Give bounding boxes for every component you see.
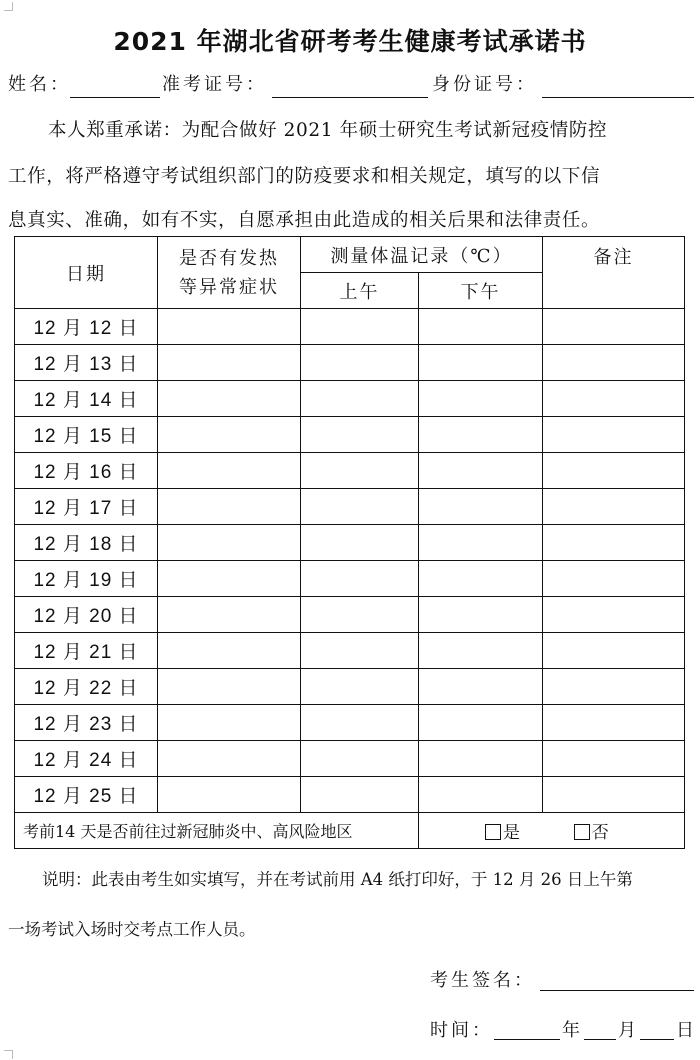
morning-temp-cell[interactable] [301,381,419,417]
remarks-cell[interactable] [543,741,685,777]
health-record-table [14,236,685,849]
remarks-cell[interactable] [543,489,685,525]
table-row [15,741,685,777]
id-card-field[interactable] [542,97,694,98]
table-row [15,705,685,741]
note-line-1: 说明：此表由考生如实填写，并在考试前用 A4 纸打印好，于 12 月 26 日上午第 [42,870,633,889]
header-fever-line-2: 等异常症状 [179,276,279,298]
fever-cell[interactable] [158,705,301,741]
date-cell: 12 月 22 日 [15,669,158,705]
date-cell: 12 月 20 日 [15,597,158,633]
header-afternoon: 下午 [419,273,543,309]
name-field[interactable] [70,97,160,98]
exam-id-field[interactable] [272,97,428,98]
date-cell: 12 月 12 日 [15,309,158,345]
table-row [15,489,685,525]
date-cell: 12 月 17 日 [15,489,158,525]
table-row [15,561,685,597]
afternoon-temp-cell[interactable] [419,597,543,633]
remarks-cell[interactable] [543,705,685,741]
remarks-cell[interactable] [543,309,685,345]
afternoon-temp-cell[interactable] [419,561,543,597]
morning-temp-cell[interactable] [301,489,419,525]
table-row [15,381,685,417]
option-no-label: 否 [591,823,609,843]
signature-field[interactable] [540,990,694,991]
note-line-2: 一场考试入场时交考点工作人员。 [8,920,256,939]
remarks-cell[interactable] [543,525,685,561]
remarks-cell[interactable] [543,453,685,489]
fever-cell[interactable] [158,669,301,705]
morning-temp-cell[interactable] [301,741,419,777]
remarks-cell[interactable] [543,669,685,705]
fever-cell[interactable] [158,561,301,597]
date-cell: 12 月 23 日 [15,705,158,741]
table-row [15,453,685,489]
name-label: 姓名： [8,74,71,95]
afternoon-temp-cell[interactable] [419,417,543,453]
footer-options [419,813,685,849]
remarks-cell[interactable] [543,633,685,669]
morning-temp-cell[interactable] [301,525,419,561]
table-row [15,633,685,669]
morning-temp-cell[interactable] [301,597,419,633]
afternoon-temp-cell[interactable] [419,669,543,705]
document-title: 2021 年湖北省研考考生健康考试承诺书 [113,27,587,56]
remarks-cell[interactable] [543,345,685,381]
fever-cell[interactable] [158,525,301,561]
afternoon-temp-cell[interactable] [419,705,543,741]
fever-cell[interactable] [158,633,301,669]
fever-cell[interactable] [158,777,301,813]
morning-temp-cell[interactable] [301,345,419,381]
fever-cell[interactable] [158,597,301,633]
morning-temp-cell[interactable] [301,705,419,741]
header-remarks: 备注 [543,237,685,309]
remarks-cell[interactable] [543,777,685,813]
morning-temp-cell[interactable] [301,777,419,813]
afternoon-temp-cell[interactable] [419,381,543,417]
morning-temp-cell[interactable] [301,453,419,489]
month-label: 月 [618,1020,639,1041]
afternoon-temp-cell[interactable] [419,309,543,345]
day-label: 日 [676,1020,697,1041]
fever-cell[interactable] [158,309,301,345]
morning-temp-cell[interactable] [301,669,419,705]
header-fever-line-1: 是否有发热 [179,247,279,269]
day-field[interactable] [640,1039,674,1040]
remarks-cell[interactable] [543,417,685,453]
pledge-line-2: 工作，将严格遵守考试组织部门的防疫要求和相关规定，填写的以下信 [8,166,601,187]
fever-cell[interactable] [158,453,301,489]
date-cell: 12 月 13 日 [15,345,158,381]
header-date: 日期 [15,237,158,309]
fever-cell[interactable] [158,381,301,417]
table-footer-row [15,813,685,849]
fever-cell[interactable] [158,345,301,381]
exam-id-label: 准考证号： [162,74,267,95]
afternoon-temp-cell[interactable] [419,453,543,489]
morning-temp-cell[interactable] [301,309,419,345]
afternoon-temp-cell[interactable] [419,345,543,381]
year-field[interactable] [494,1039,560,1040]
signature-label: 考生签名： [430,970,535,991]
remarks-cell[interactable] [543,561,685,597]
remarks-cell[interactable] [543,597,685,633]
morning-temp-cell[interactable] [301,633,419,669]
afternoon-temp-cell[interactable] [419,525,543,561]
date-cell: 12 月 15 日 [15,417,158,453]
checkbox-no[interactable] [574,824,590,840]
afternoon-temp-cell[interactable] [419,489,543,525]
date-cell: 12 月 25 日 [15,777,158,813]
table-row [15,777,685,813]
table-row [15,669,685,705]
table-row [15,309,685,345]
pledge-line-3: 息真实、准确，如有不实，自愿承担由此造成的相关后果和法律责任。 [8,210,601,231]
crop-mark-bottom-left [4,1050,13,1059]
table-row [15,417,685,453]
option-yes-label: 是 [503,823,520,843]
checkbox-yes[interactable] [485,824,501,840]
afternoon-temp-cell[interactable] [419,741,543,777]
date-cell: 12 月 18 日 [15,525,158,561]
afternoon-temp-cell[interactable] [419,633,543,669]
date-cell: 12 月 14 日 [15,381,158,417]
remarks-cell[interactable] [543,381,685,417]
morning-temp-cell[interactable] [301,561,419,597]
date-cell: 12 月 16 日 [15,453,158,489]
footer-question: 考前14 天是否前往过新冠肺炎中、高风险地区 [15,813,419,849]
morning-temp-cell[interactable] [301,417,419,453]
pledge-line-1: 本人郑重承诺：为配合做好 2021 年硕士研究生考试新冠疫情防控 [48,120,608,141]
option-no[interactable] [574,818,609,843]
afternoon-temp-cell[interactable] [419,777,543,813]
header-temperature: 测量体温记录（℃） [301,237,543,273]
date-cell: 12 月 24 日 [15,741,158,777]
time-label: 时间： [430,1020,493,1041]
table-row [15,345,685,381]
date-cell: 12 月 21 日 [15,633,158,669]
month-field[interactable] [584,1039,616,1040]
fever-cell[interactable] [158,741,301,777]
year-label: 年 [562,1020,583,1041]
crop-mark-top-left [4,2,13,11]
fever-cell[interactable] [158,417,301,453]
option-yes[interactable] [485,818,520,843]
id-card-label: 身份证号： [432,74,537,95]
fever-cell[interactable] [158,489,301,525]
date-cell: 12 月 19 日 [15,561,158,597]
header-morning: 上午 [301,273,419,309]
table-header-row-1 [15,237,685,273]
table-row [15,597,685,633]
header-fever [158,237,301,309]
table-row [15,525,685,561]
